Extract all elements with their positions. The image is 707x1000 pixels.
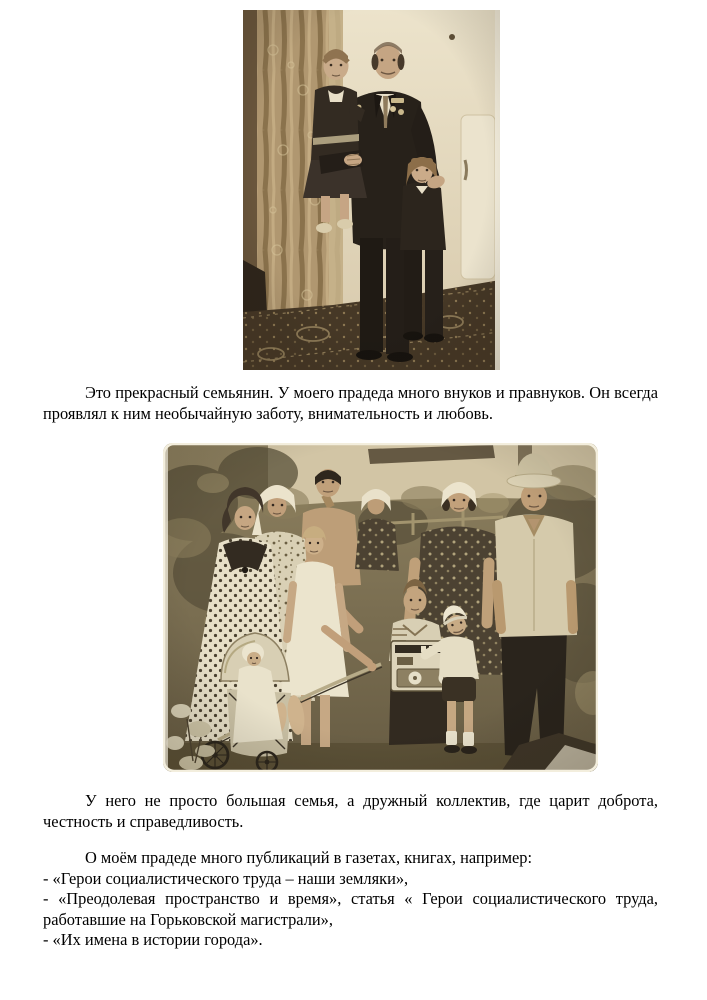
- publications-section: [43, 848, 658, 951]
- paragraph-family-man: Это прекрасный семьянин. У моего прадеда много внуков и правнуков. Он всегда проявлял к ним необычайную заботу, внимательность и любовь.: [43, 383, 658, 423]
- paragraph-friendly-family: У него не просто большая семья, а дружный коллектив, где царит доброта, честность и справедливость.: [43, 791, 658, 831]
- paragraph-publications-intro: О моём прадеде много публикаций в газетах, книгах, например:: [85, 848, 533, 867]
- publication-item-2: - «Преодолевая пространство и время», статья « Герои социалистического труда, работавшие на Горьковской магистрали»,: [43, 889, 658, 929]
- publication-item-1: - «Герои социалистического труда – наши земляки»,: [43, 868, 409, 888]
- photo-family-in-garden: [163, 443, 598, 772]
- photo-grandfather-with-grandchildren: [243, 10, 500, 370]
- photo1-illustration: [243, 10, 500, 370]
- photo2-illustration: [163, 443, 598, 772]
- publication-item-3: - «Их имена в истории города».: [43, 930, 263, 949]
